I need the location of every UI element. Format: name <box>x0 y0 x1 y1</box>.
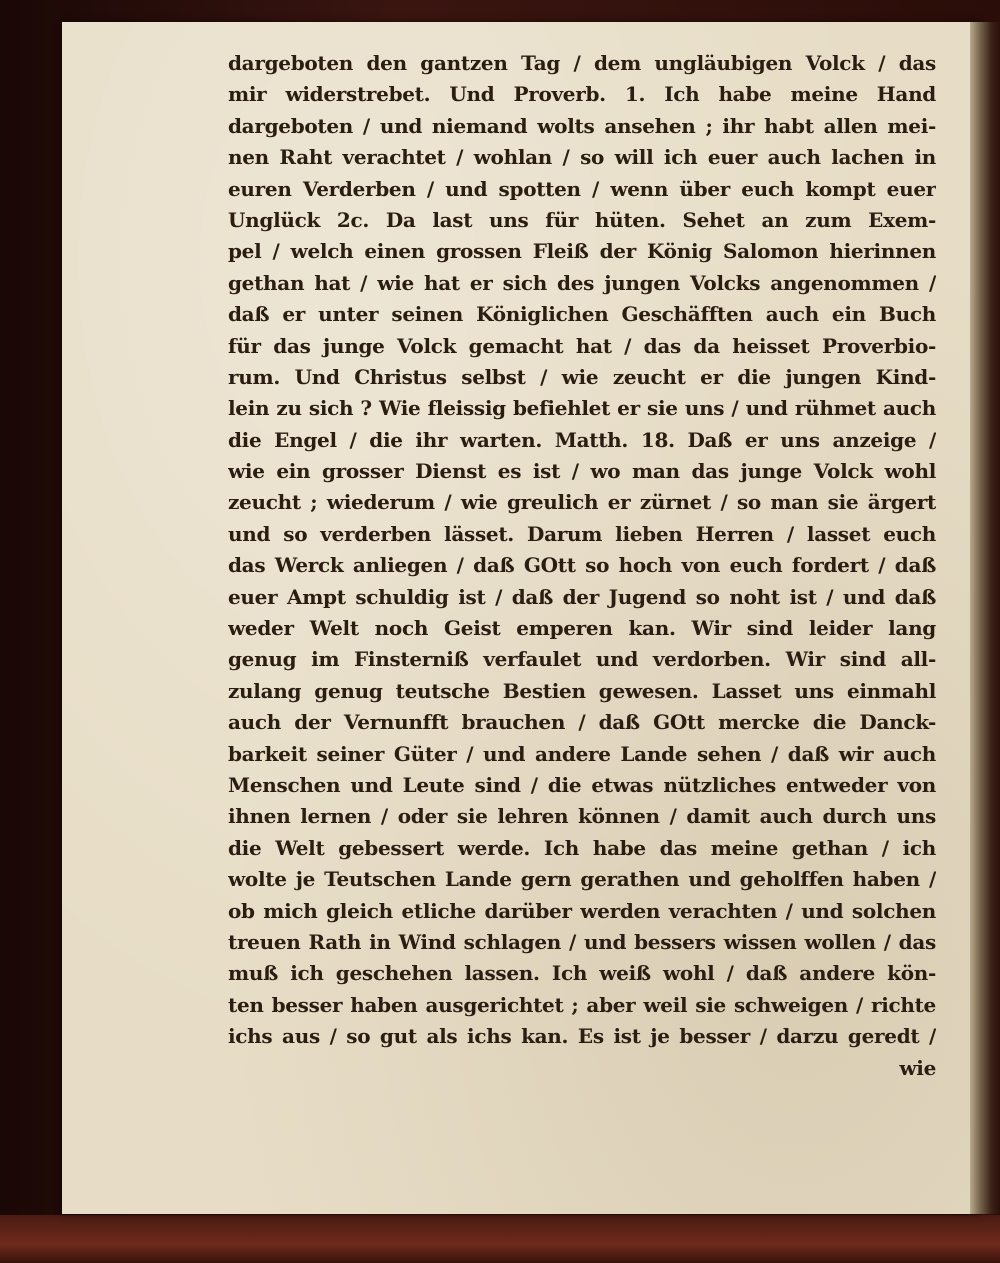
text-line: ob mich gleich etliche darüber werden verachten / und solchen <box>228 898 936 923</box>
text-line: euren Verderben / und spotten / wenn über euch kompt euer <box>228 176 936 201</box>
text-line: weder Welt noch Geist emperen kan. Wir sind leider lang <box>228 616 936 641</box>
text-line: daß er unter seinen Königlichen Geschäfften auch ein Buch <box>228 302 936 327</box>
page-text-block <box>228 48 936 1084</box>
text-line: euer Ampt schuldig ist / daß der Jugend so noht ist / und daß <box>228 584 936 609</box>
text-line: zeucht ; wiederum / wie greulich er zürnet / so man sie ärgert <box>228 490 936 515</box>
text-line: auch der Vernunfft brauchen / daß GOtt mercke die Danck- <box>228 710 936 735</box>
catchword: wie <box>899 1055 936 1080</box>
text-line: ten besser haben ausgerichtet ; aber weil sie schweigen / richte <box>228 992 936 1017</box>
text-line: rum. Und Christus selbst / wie zeucht er die jungen Kind- <box>228 364 936 389</box>
text-line: genug im Finsterniß verfaulet und verdorben. Wir sind all- <box>228 647 936 672</box>
text-line: barkeit seiner Güter / und andere Lande sehen / daß wir auch <box>228 741 936 766</box>
text-line: wie ein grosser Dienst es ist / wo man das junge Volck wohl <box>228 459 936 484</box>
text-line: pel / welch einen grossen Fleiß der König Salomon hierinnen <box>228 239 936 264</box>
text-line: nen Raht verachtet / wohlan / so will ich euer auch lachen in <box>228 145 936 170</box>
text-line: die Engel / die ihr warten. Matth. 18. Daß er uns anzeige / <box>228 427 936 452</box>
text-line: zulang genug teutsche Bestien gewesen. Lasset uns einmahl <box>228 678 936 703</box>
text-line: mir widerstrebet. Und Proverb. 1. Ich habe meine Hand <box>228 82 936 107</box>
text-line: gethan hat / wie hat er sich des jungen Volcks angenommen / <box>228 270 936 295</box>
text-line: ichs aus / so gut als ichs kan. Es ist je besser / darzu geredt / <box>228 1024 936 1049</box>
text-line: Menschen und Leute sind / die etwas nützliches entweder von <box>228 772 936 797</box>
binding-edge <box>0 1215 1000 1263</box>
text-line: die Welt gebessert werde. Ich habe das meine gethan / ich <box>228 835 936 860</box>
page-edge-shadow <box>970 22 1000 1214</box>
text-line: ihnen lernen / oder sie lehren können / damit auch durch uns <box>228 804 936 829</box>
text-line: wolte je Teutschen Lande gern gerathen und geholffen haben / <box>228 867 936 892</box>
text-line: dargeboten / und niemand wolts ansehen ; ihr habt allen mei- <box>228 113 936 138</box>
text-line: muß ich geschehen lassen. Ich weiß wohl / daß andere kön- <box>228 961 936 986</box>
text-line: lein zu sich ? Wie fleissig befiehlet er sie uns / und rühmet auch <box>228 396 936 421</box>
text-line: für das junge Volck gemacht hat / das da heisset Proverbio- <box>228 333 936 358</box>
text-line: dargeboten den gantzen Tag / dem ungläubigen Volck / das <box>228 51 936 75</box>
text-line: treuen Rath in Wind schlagen / und bessers wissen wollen / das <box>228 929 936 954</box>
text-line: das Werck anliegen / daß GOtt so hoch von euch fordert / daß <box>228 553 936 578</box>
text-line: Unglück 2c. Da last uns für hüten. Sehet an zum Exem- <box>228 207 936 232</box>
text-line: und so verderben lässet. Darum lieben Herren / lasset euch <box>228 521 936 546</box>
